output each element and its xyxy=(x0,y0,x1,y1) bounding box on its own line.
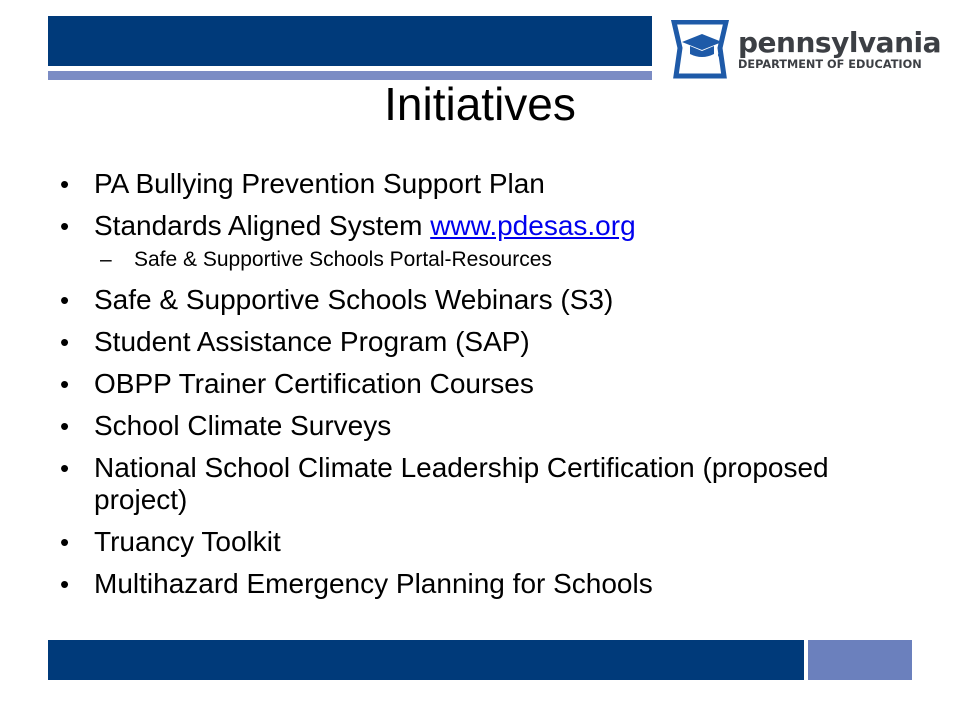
slide-title: Initiatives xyxy=(384,78,576,130)
list-item xyxy=(60,326,920,358)
bullet-dot: • xyxy=(60,327,70,357)
bullet-dot: • xyxy=(60,169,70,199)
logo-wordmark: pennsylvania xyxy=(738,26,941,59)
list-item xyxy=(60,526,920,558)
list-item xyxy=(60,210,920,242)
logo-department: DEPARTMENT OF EDUCATION xyxy=(738,58,922,71)
list-item-text: Safe & Supportive Schools Webinars (S3) xyxy=(94,284,614,315)
bullet-dot: • xyxy=(60,453,70,483)
list-item-text: Safe & Supportive Schools Portal-Resources xyxy=(134,248,552,271)
list-item-text: Standards Aligned System xyxy=(94,210,431,241)
list-item-text: Truancy Toolkit xyxy=(94,526,281,557)
pa-education-logo xyxy=(668,20,941,80)
pdesas-link[interactable]: www.pdesas.org xyxy=(430,210,636,241)
bullet-dot: • xyxy=(60,569,70,599)
list-item-text: School Climate Surveys xyxy=(94,410,392,441)
keystone-graduation-cap-icon xyxy=(668,20,732,80)
list-item xyxy=(60,410,920,442)
footer-accent-block xyxy=(808,640,912,680)
bullet-dot: • xyxy=(60,369,70,399)
list-item-text: Student Assistance Program (SAP) xyxy=(94,326,530,357)
header-bar xyxy=(48,16,652,66)
list-item-text: National School Climate Leadership Certification (proposed project) xyxy=(94,452,829,515)
list-item-text: OBPP Trainer Certification Courses xyxy=(94,368,534,399)
list-subitem xyxy=(60,246,920,274)
bullet-dot: • xyxy=(60,285,70,315)
list-item-text: Multihazard Emergency Planning for Schools xyxy=(94,568,653,599)
list-item-text: PA Bullying Prevention Support Plan xyxy=(94,168,545,199)
list-item xyxy=(60,568,920,600)
sub-bullet-dash: – xyxy=(100,248,112,271)
bullet-dot: • xyxy=(60,411,70,441)
list-item xyxy=(60,284,920,316)
bullet-dot: • xyxy=(60,527,70,557)
list-item xyxy=(60,368,920,400)
list-item xyxy=(60,452,920,516)
bullet-dot: • xyxy=(60,211,70,241)
footer-bar xyxy=(48,640,804,680)
list-item xyxy=(60,168,920,200)
bullet-list xyxy=(60,168,920,610)
